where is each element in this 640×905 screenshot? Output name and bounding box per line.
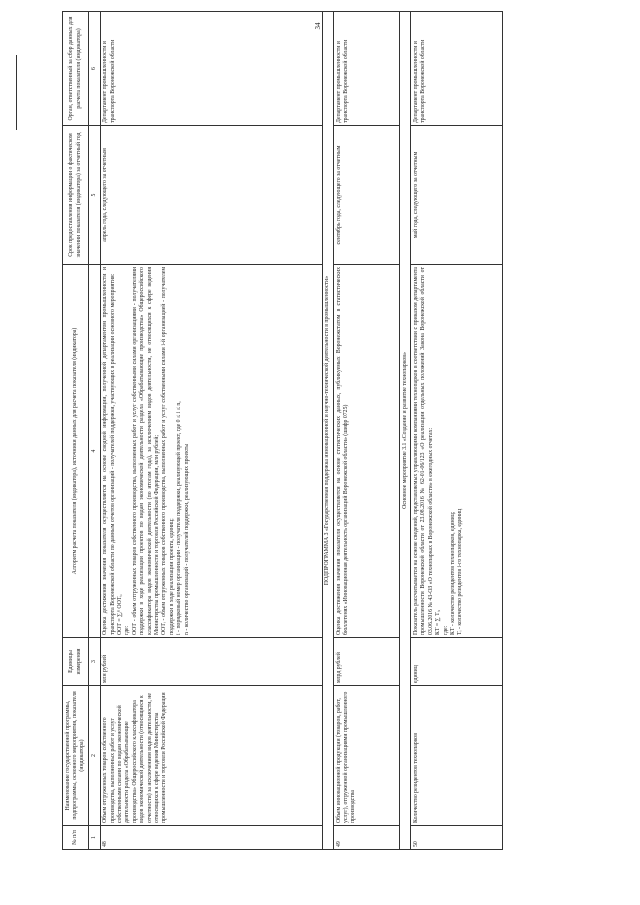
- column-number: 3: [89, 638, 100, 686]
- column-number: 5: [89, 126, 100, 265]
- indicator-responsible: Департамент промышленности и транспорта Воронежской области: [100, 12, 322, 126]
- header-algorithm: Алгоритм расчета показателя (индикатора), источники данных для расчета показателя (индикатора): [63, 265, 89, 638]
- page-number: 34: [314, 22, 322, 30]
- algorithm-paragraph: n - количество организаций - получателей поддержки, реализующих проекты: [183, 443, 190, 635]
- indicator-unit: млрд рублей: [334, 638, 400, 686]
- indicator-name: Объем инновационной продукции (товаров, работ, услуг), отгруженной организациями промышленного производства: [334, 686, 400, 826]
- row-number: 50: [411, 826, 503, 850]
- column-number: 2: [89, 686, 100, 826]
- header-name: Наименование государственной программы, подпрограммы, основного мероприятия, показателя (индикатора): [63, 686, 89, 826]
- indicator-deadline: май года, следующего за отчетным: [411, 126, 503, 265]
- algorithm-paragraph: Tᵢ - количество резидентов i-го технопарка, единиц: [457, 508, 464, 635]
- algorithm-paragraph: КТ - количество резидентов технопарков, единиц;: [449, 511, 456, 635]
- indicator-unit: единиц: [411, 638, 503, 686]
- indicator-table: [62, 11, 503, 850]
- header-deadline: Срок предоставления информации о фактическом значении показателя (индикатора) за отчетный год: [63, 126, 89, 265]
- algorithm-formula: КТ = ∑ Tᵢ,: [435, 609, 442, 635]
- measure-row: [400, 12, 411, 850]
- algorithm-paragraph: где:: [124, 625, 131, 635]
- column-number: 4: [89, 265, 100, 638]
- header-responsible: Орган, ответственный за сбор данных для расчета показателя (индикатора): [63, 12, 89, 126]
- algorithm-paragraph: ООТ - объем отгруженных товаров собственного производства, выполненных работ и услуг собственными силами организациями - получателями поддержки в ходе реализации проектов по видам экономической деятельности раздела «Обрабатывающие производства» Общероссийского классификатора видов экономической деятельности (по итогам года), за исключением видов деятельности, не относящихся к сфере ведения Министерства промышленности и торговли Российской Федерации, млн рублей;: [131, 267, 160, 635]
- column-number: 1: [89, 826, 100, 850]
- table-row-50: [411, 12, 503, 850]
- indicator-deadline: сентябрь года, следующего за отчетным: [334, 126, 400, 265]
- indicator-algorithm: [411, 265, 503, 638]
- subprogram-title: ПОДПРОГРАММА 3 «Государственная поддержка инновационной и научно-технической деятельности в промышленности»: [322, 12, 333, 850]
- column-number: 6: [89, 12, 100, 126]
- subprogram-row: [322, 12, 333, 850]
- indicator-responsible: Департамент промышленности и транспорта Воронежской области: [334, 12, 400, 126]
- indicator-name: Количество резидентов технопарков: [411, 686, 503, 826]
- algorithm-paragraph: Оценка достижения значения показателя осуществляется на основе сводной информации, полученной департаментом промышленности и транспорта Воронежской области по данным отчетов организаций - получателей поддержки, участвующих в реализации основного мероприятия:: [102, 267, 116, 635]
- indicator-deadline: апрель года, следующего за отчетным: [100, 126, 322, 265]
- indicator-responsible: Департамент промышленности и транспорта Воронежской области: [411, 12, 503, 126]
- column-number-row: [89, 12, 100, 850]
- table-header-row: [63, 12, 89, 850]
- algorithm-paragraph: i - порядковый номер организации - получателя поддержки, реализующей проект, где 0 ≤ i ≤ n,: [176, 401, 183, 635]
- algorithm-formula: ООТ = ∑ᵢⁿ OOTᵢ,: [116, 594, 123, 635]
- row-number: 48: [100, 826, 322, 850]
- header-num: № п/п: [63, 826, 89, 850]
- algorithm-paragraph: Показатель рассчитывается на основе сведений, представляемых управляющими компаниями технопарков в соответствии с приказом департамента промышленности Воронежской области от 23.08.2016 № 62-01-06/123 «О реализации отдельных положений Закона Воронежской области от 03.06.2016 № 43-ОЗ «О технопарках в Воронежской области» в ежегодных отчетах:: [412, 267, 434, 635]
- table-row-48: [100, 12, 322, 850]
- indicator-unit: млн рублей: [100, 638, 322, 686]
- indicator-name: Объем отгруженных товаров собственного производства, выполненных работ и услуг собственными силами по видам экономической деятельности раздела «Обрабатывающие производства» Общероссийского классификатора видов экономической деятельности (относящиеся к отчетности) за исключением видов деятельности, не относящихся к сфере ведения Министерства промышленности и торговли Российской Федерации: [100, 686, 322, 826]
- indicator-algorithm: Оценка достижения значения показателя осуществляется на основе статистических данных, публикуемых Воронежстатом в статистических бюллетенях «Инновационная деятельность организаций Воронежской области» (шифр 0725): [334, 265, 400, 638]
- header-unit: Единицы измерения: [63, 638, 89, 686]
- algorithm-paragraph: ООТᵢ - объем отгруженных товаров собственного производства, выполненных работ и услуг собственными силами i-й организацией - получателем поддержки в ходе реализации проекта, единиц;: [161, 267, 175, 635]
- table-row-49: [334, 12, 400, 850]
- indicator-algorithm: [100, 265, 322, 638]
- row-number: 49: [334, 826, 400, 850]
- measure-title: Основное мероприятие 3.1 «Создание и развитие технопарков»: [400, 12, 411, 850]
- algorithm-paragraph: где:: [442, 625, 449, 635]
